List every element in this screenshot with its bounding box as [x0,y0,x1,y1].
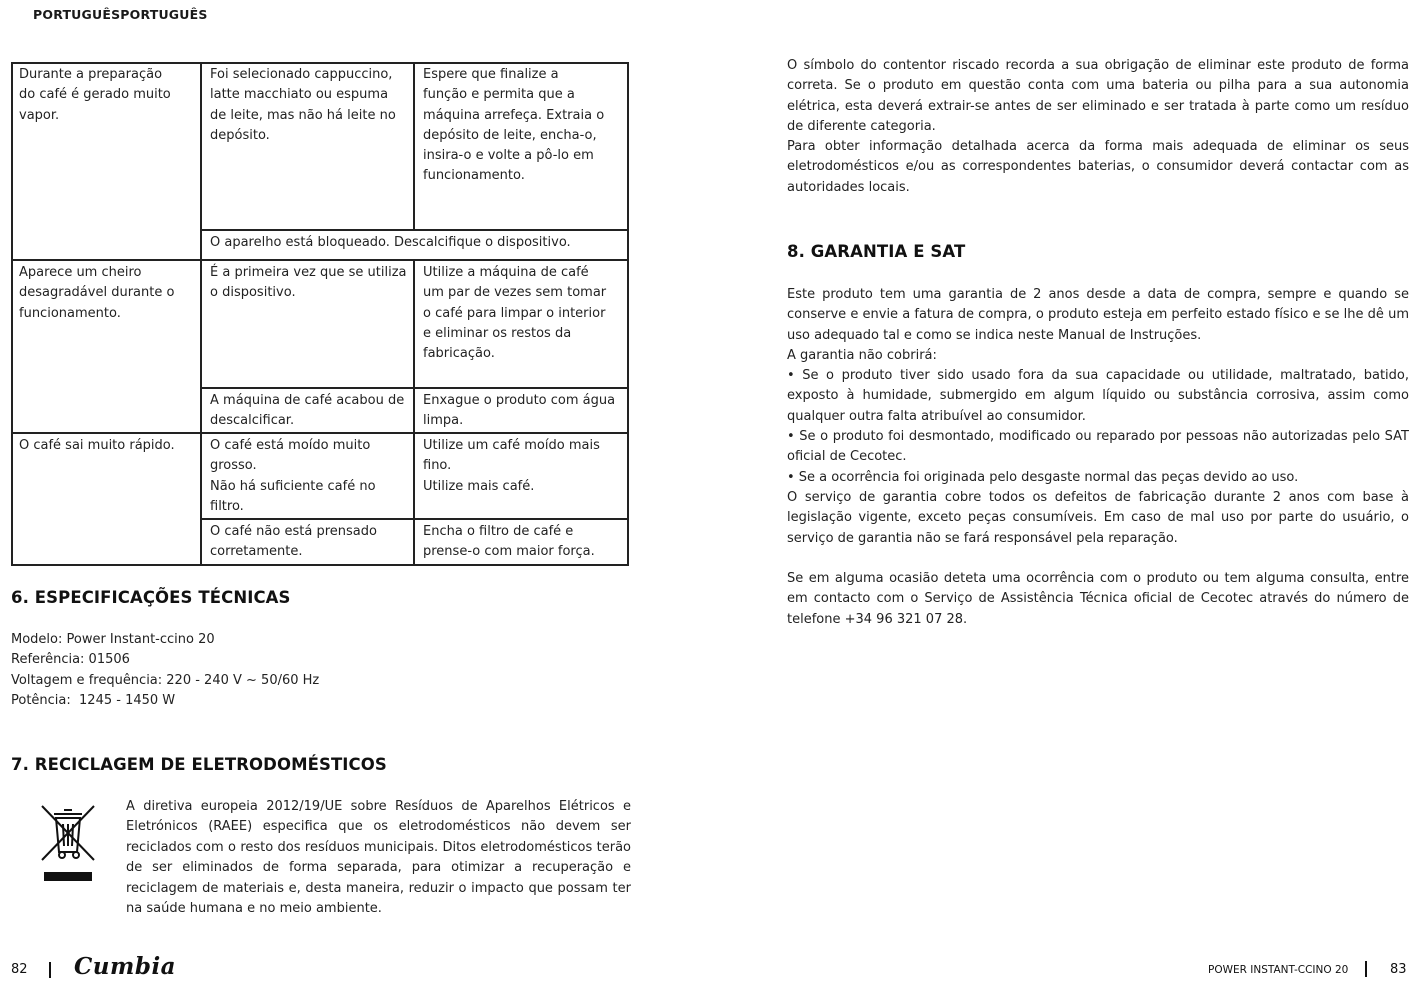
table-border [11,259,629,261]
product-name: POWER INSTANT-CCINO 20 [1208,964,1349,976]
table-border [200,229,629,231]
solution-cell: Espere que finalize a função e permita que a máquina arrefeça. Extraia o depósito de leite, encha-o, insira-o e volte a pô-lo em funcionamento. [423,67,605,184]
table-border [200,387,629,389]
specs-list [11,630,319,711]
troubleshooting-table [11,62,629,566]
table-border [200,518,629,520]
recycling-title: 7. RECICLAGEM DE ELETRODOMÉSTICOS [11,755,387,774]
cause-cell: O café está moído muito grosso. Não há suficiente café no filtro. [210,438,376,514]
recycling-text: A diretiva europeia 2012/19/UE sobre Resíduos de Aparelhos Elétricos e Eletrónicos (RAEE) especifica que os eletrodomésticos não devem ser reciclados com o resto dos resíduos municipais. Ditos eletrodomésticos terão de ser eliminados de forma separada, para otimizar a recuperação e reciclagem de materiais e, desta maneira, reduzir o impacto que possam ter na saúde humana e no meio ambiente. [126,799,631,917]
warranty-paragraph: O serviço de garantia cobre todos os defeitos de fabricação durante 2 anos com base à legislação vigente, exceto peças consumíveis. Em caso de mal uso por parte do usuário, o serviço de garantia não se fará responsável pela reparação. [787,489,1409,546]
solution-cell: Utilize um café moído mais fino. Utilize mais café. [423,438,600,494]
warranty-paragraph: A garantia não cobrirá: [787,347,937,363]
cause-cell: Foi selecionado cappuccino, latte macchiato ou espuma de leite, mas não há leite no depósito. [210,67,396,143]
crossed-out-bin-icon [36,802,100,886]
footer-divider [49,962,51,978]
table-border [11,62,13,566]
recycling-paragraph: Para obter informação detalhada acerca da forma mais adequada de eliminar os seus eletrodomésticos e/ou as correspondentes baterias, o consumidor deverá contactar com as autoridades locais. [787,139,1409,195]
cause-cell: É a primeira vez que se utiliza o dispositivo. [210,265,407,301]
cause-cell: O aparelho está bloqueado. Descalcifique o dispositivo. [210,235,571,250]
header-language-label: PORTUGUÊSPORTUGUÊS [33,7,208,22]
problem-cell: Durante a preparação do café é gerado muito vapor. [19,67,171,123]
solution-cell: Utilize a máquina de café um par de vezes sem tomar o café para limpar o interior e eliminar os restos da fabricação. [423,265,607,362]
table-border [11,62,629,64]
table-border [627,62,629,566]
spec-reference: Referência: 01506 [11,652,130,668]
solution-cell: Enxague o produto com água limpa. [423,393,616,429]
cause-cell: O café não está prensado corretamente. [210,524,377,560]
brand-logo: Cumbia [74,953,177,980]
footer-divider [1365,961,1367,977]
warranty-bullet: • Se o produto foi desmontado, modificado ou reparado por pessoas não autorizadas pelo SAT oficial de Cecotec. [787,429,1409,465]
problem-cell: Aparece um cheiro desagradável durante o funcionamento. [19,265,175,321]
solution-cell: Encha o filtro de café e prense-o com maior força. [423,524,595,560]
spec-voltage: Voltagem e frequência: 220 - 240 V ~ 50/60 Hz [11,672,320,688]
left-page-number: 82 [11,962,28,977]
table-border [11,564,629,566]
spec-model: Modelo: Power Instant-ccino 20 [11,632,215,647]
right-page-number: 83 [1390,962,1407,977]
problem-cell: O café sai muito rápido. [19,438,175,453]
recycling-continued [787,56,1409,198]
specs-title: 6. ESPECIFICAÇÕES TÉCNICAS [11,588,291,607]
warranty-bullet: • Se a ocorrência foi originada pelo desgaste normal das peças devido ao uso. [787,469,1299,485]
table-border [11,432,629,434]
spec-power: Potência: 1245 - 1450 W [11,692,176,708]
warranty-paragraph: Este produto tem uma garantia de 2 anos desde a data de compra, sempre e quando se conserve e envie a fatura de compra, o produto esteja em perfeito estado físico e se lhe dê um uso adequado tal e como se indica neste Manual de Instruções. [787,287,1409,343]
table-border [413,260,415,566]
warranty-text [787,285,1409,630]
warranty-paragraph: Se em alguma ocasião deteta uma ocorrência com o produto ou tem alguma consulta, entre em contacto com o Serviço de Assistência Técnica oficial de Cecotec através do número de telefone +34 96 321 07 28. [787,571,1409,627]
warranty-title: 8. GARANTIA E SAT [787,242,966,261]
table-border [413,62,415,230]
warranty-bullet: • Se o produto tiver sido usado fora da sua capacidade ou utilidade, maltratado, batido, exposto à humidade, submergido em algum líquido ou substância corrosiva, assim como qualquer outra falta atribuível ao consumidor. [787,368,1409,424]
recycling-paragraph: O símbolo do contentor riscado recorda a sua obrigação de eliminar este produto de forma correta. Se o produto em questão conta com uma bateria ou pilha para a sua autonomia elétrica, esta deverá extrair-se antes de ser eliminado e ser tratada à parte como um resíduo de diferente categoria. [787,58,1409,134]
cause-cell: A máquina de café acabou de descalcificar. [210,393,405,429]
table-border [200,62,202,566]
